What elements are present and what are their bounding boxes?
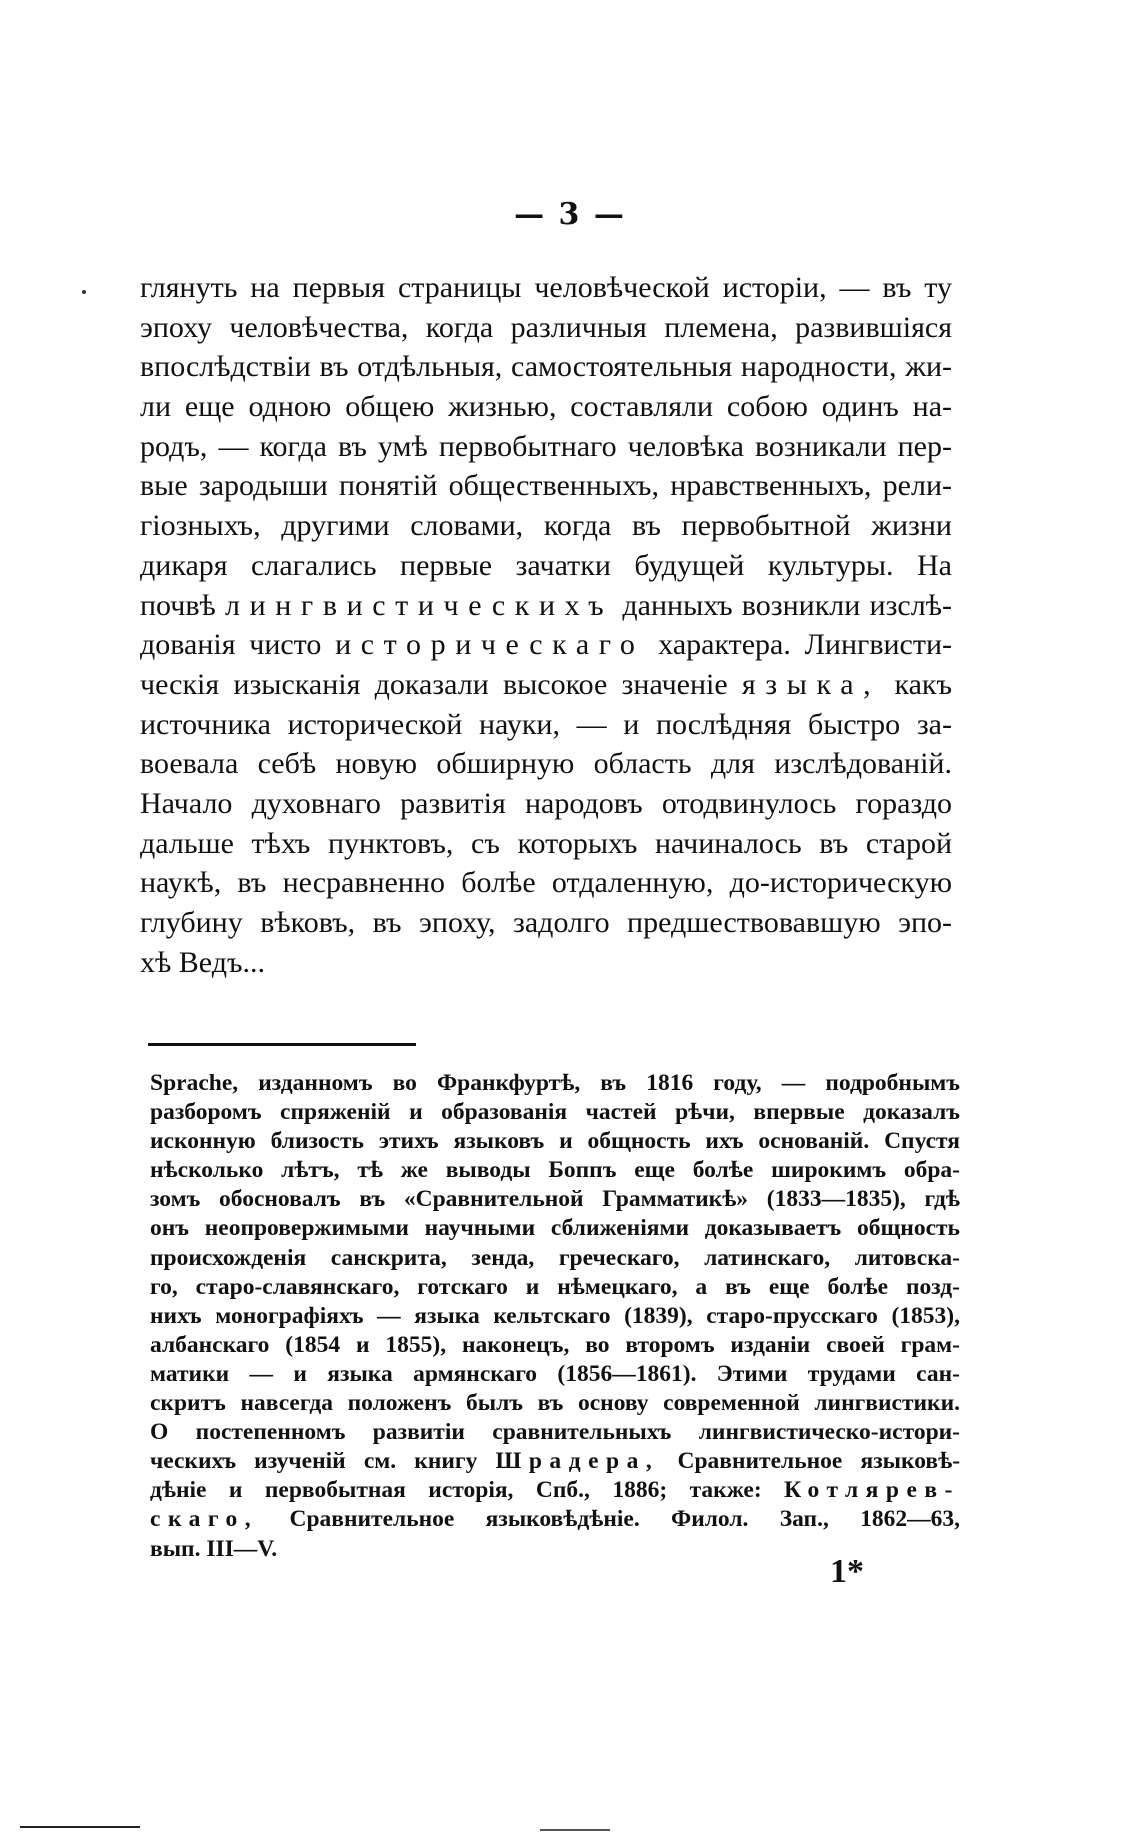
line-post: характера. Лингвисти- [658,628,953,662]
line-pre: ческія изысканія доказали высокое значеніе [140,667,728,701]
footnote-line [150,1476,960,1505]
footnote-line: нѣсколько лѣтъ, тѣ же выводы Боппъ еще болѣе широкимъ обра- [150,1157,960,1184]
text-line: гіозныхъ, другими словами, когда въ первобытной жизни [140,509,952,543]
printer-signature-mark: 1* [830,1553,864,1590]
footnote-line: нихъ монографіяхъ — языка кельтскаго (1839), старо-прусскаго (1853), [150,1302,960,1329]
main-text [140,268,952,982]
scan-artifact-line [20,1826,140,1828]
footnote-line: онъ неопровержимыми научными сближеніями доказываетъ общность [150,1215,960,1242]
footnote-line: Sprache, изданномъ во Франкфуртѣ, въ 1816 году, — подробнымъ [150,1070,960,1096]
spaced-emphasis: историческаго [335,628,645,662]
spaced-emphasis: языка, [741,667,881,701]
text-line: Начало духовнаго развитія народовъ отодвинулось гораздо [140,786,952,820]
spaced-emphasis: Котлярев- [784,1477,960,1504]
footnote-line: происхожденія санскрита, зенда, греческаго, латинскаго, литовска- [150,1244,960,1271]
text-line: глубину вѣковъ, въ эпоху, задолго предшествовавшую эпо- [140,906,952,939]
line-pre: ческихъ изученій см. книгу [150,1448,478,1475]
text-line [140,586,952,626]
line-pre: дованія чисто [140,628,322,662]
footnote-line: О постепенномъ развитіи сравнительныхъ лингвистическо-истори- [150,1419,960,1446]
text-line: дикаря слагались первые зачатки будущей культуры. На [140,548,952,582]
line-post: какъ [894,667,952,701]
line-pre: дѣніе и первобытная исторія, Спб., 1886; также: [150,1477,762,1504]
footnote [150,1069,960,1564]
page-number: — 3 — [514,197,626,232]
footnote-divider [148,1043,416,1046]
line-pre: почвѣ [140,588,216,622]
line-post: Сравнительное языковѣдѣніе. Филол. Зап., 1862—63, [289,1506,961,1533]
footnote-line: матики — и языка армянскаго (1856—1861). Этими трудами сан- [150,1360,960,1387]
footnote-line: зомъ обосновалъ въ «Сравнительной Грамматикѣ» (1833—1835), гдѣ [150,1186,960,1213]
text-line: впослѣдствіи въ отдѣльныя, самостоятельныя народности, жи- [140,350,952,384]
footnote-line: албанскаго (1854 и 1855), наконецъ, во второмъ изданіи своей грам- [150,1331,960,1358]
footnote-line [150,1447,960,1476]
line-post: данныхъ возникли изслѣ- [622,588,952,622]
footnote-line: вып. III—V. [150,1535,278,1562]
text-line: хѣ Ведъ... [140,945,265,979]
text-line [140,625,952,665]
text-line: глянуть на первыя страницы человѣческой исторіи, — въ ту [140,271,952,304]
text-line [140,665,952,705]
text-line: ли еще одною общею жизнью, составляли собою одинъ на- [140,390,952,424]
text-line: вые зародыши понятій общественныхъ, нравственныхъ, рели- [140,469,952,503]
scan-artifact-line [540,1829,610,1831]
footnote-line: скритъ навсегда положенъ былъ въ основу современной лингвистики. [150,1390,960,1417]
text-line: дальше тѣхъ пунктовъ, съ которыхъ начиналось въ старой [140,826,952,860]
spaced-emphasis: лингвистическихъ [225,588,614,622]
spaced-emphasis: скаго, [150,1506,259,1533]
footnote-line [150,1505,960,1534]
text-line: воевала себѣ новую обширную область для изслѣдованій. [140,747,952,781]
line-post: Сравнительное языковѣ- [677,1448,961,1475]
text-line: источника исторической науки, — и послѣдняя быстро за- [140,707,952,741]
text-line: родъ, — когда въ умѣ первобытнаго человѣка возникали пер- [140,429,952,463]
spaced-emphasis: Шрадера, [495,1448,660,1475]
footnote-line: го, старо-славянскаго, готскаго и нѣмецкаго, а въ еще болѣе позд- [150,1273,960,1300]
footnote-line: разборомъ спряженій и образованія частей рѣчи, впервые доказалъ [150,1099,960,1126]
text-line: наукѣ, въ несравненно болѣе отдаленную, до-историческую [140,866,952,900]
text-line: эпоху человѣчества, когда различныя племена, развившіяся [140,310,952,344]
footnote-line: исконную близость этихъ языковъ и общность ихъ основаній. Спустя [150,1128,960,1155]
margin-speck [82,290,86,294]
